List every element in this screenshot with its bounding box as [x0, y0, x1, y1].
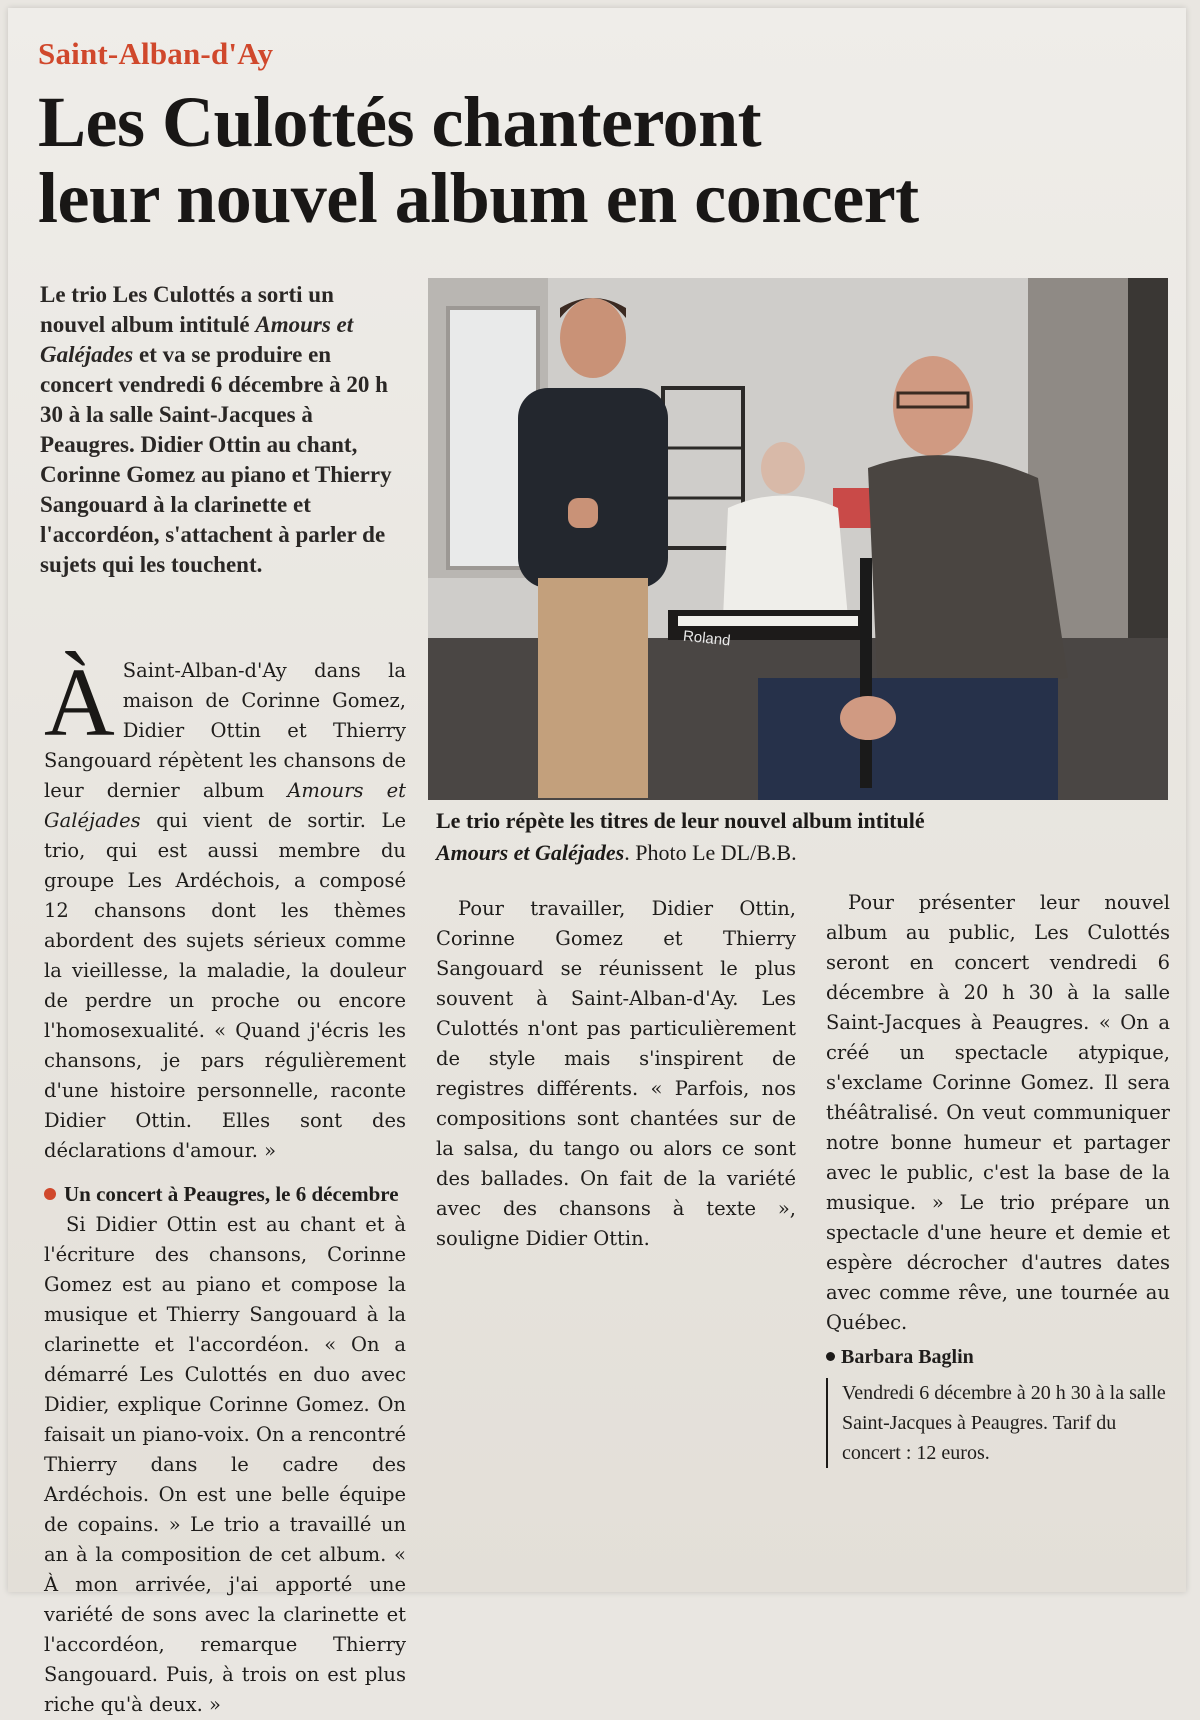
author-name: Barbara Baglin: [841, 1346, 974, 1368]
headline-line-2: leur nouvel album en concert: [38, 158, 919, 238]
body-column-2: [436, 894, 796, 1254]
signature-dot-icon: [826, 1352, 835, 1361]
body-paragraph-3: Pour travailler, Didier Ottin, Corinne Gomez et Thierry Sangouard se réunissent le plus souvent à Saint-Alban-d'Ay. Les Culottés n'ont pas particulièrement de style mais s'inspirent de registres différents. « Parfois, nos compositions sont chantées sur de la salsa, du tango ou alors ce sont des ballades. On fait de la variété avec des chansons à texte », souligne Didier Ottin.: [436, 897, 796, 1250]
caption-text: Le trio répète les titres de leur nouvel album intitulé: [436, 808, 925, 833]
body-album-title: Amours et Galéjades: [44, 779, 406, 832]
lead-album-title: Amours et Galéjades: [40, 312, 354, 367]
caption-album-title: Amours et Galéjades: [436, 840, 625, 865]
drop-cap: À: [44, 649, 115, 757]
body-column-3: [826, 888, 1170, 1468]
caption-credit: . Photo Le DL/B.B.: [624, 840, 797, 865]
body-column-1: [44, 649, 406, 1716]
keyboard-brand-label: Roland: [682, 627, 732, 650]
body-paragraph-2: Si Didier Ottin est au chant et à l'écriture des chansons, Corinne Gomez est au piano et compose la musique et Thierry Sangouard à la clarinette et l'accordéon. « On a démarré Les Culottés en duo avec Didier, explique Corinne Gomez. On faisait un piano-voix. On a rencontré Thierry dans le cadre des Ardéchois. On est une belle équipe de copains. » Le trio a travaillé un an à la composition de cet album. « À mon arrivée, j'ai apporté une variété de sons avec la clarinette et l'accordéon, remarque Thierry Sangouard. Puis, à trois on est plus riche qu'à deux. »: [44, 1213, 406, 1716]
practical-info-box: Vendredi 6 décembre à 20 h 30 à la salle Saint-Jacques à Peaugres. Tarif du concert : 12 euros.: [826, 1378, 1170, 1468]
headline-line-1: Les Culottés chanteront: [38, 82, 762, 162]
body-paragraph-1-text-b: qui vient de sortir. Le trio, qui est aussi membre du groupe Les Ardéchois, a composé 12 chansons dont les thèmes abordent des sujets sérieux comme la vieillesse, la maladie, la douleur de perdre un proche ou encore l'homosexualité. « Quand j'écris les chansons, je pars régulièrement d'une histoire personnelle, raconte Didier Ottin. Elles sont des déclarations d'amour. »: [44, 809, 406, 1162]
author-signature: [826, 1342, 1170, 1372]
bullet-dot-icon: [44, 1188, 56, 1200]
headline: [38, 84, 1158, 236]
section-subheading: [44, 1180, 406, 1208]
subheading-text: Un concert à Peaugres, le 6 décembre: [64, 1182, 399, 1206]
lead-text-1: Le trio Les Culottés a sorti un nouvel album intitulé: [40, 282, 334, 337]
body-paragraph-1-text-a: Saint-Alban-d'Ay dans la maison de Corinne Gomez, Didier Ottin et Thierry Sangouard répètent les chansons de leur dernier album: [44, 659, 406, 802]
lead-text-2: et va se produire en concert vendredi 6 décembre à 20 h 30 à la salle Saint-Jacques à Peaugres. Didier Ottin au chant, Corinne Gomez au piano et Thierry Sangouard à la clarinette et l'accordéon, s'attachent à parler de sujets qui les touchent.: [40, 342, 392, 577]
body-paragraph-1: [44, 649, 406, 1166]
article-photo: [428, 278, 1168, 800]
locality-kicker: Saint-Alban-d'Ay: [38, 36, 274, 71]
photo-caption: [436, 805, 1156, 869]
article-lead: [40, 280, 400, 580]
body-paragraph-4: Pour présenter leur nouvel album au public, Les Culottés seront en concert vendredi 6 décembre à 20 h 30 à la salle Saint-Jacques à Peaugres. « On a créé un spectacle atypique, s'exclame Corinne Gomez. Il sera théâtralisé. On veut communiquer notre bonne humeur et partager avec le public, c'est la base de la musique. » Le trio prépare un spectacle d'une heure et demie et espère décrocher d'autres dates avec comme rêve, une tournée au Québec.: [826, 891, 1170, 1334]
newspaper-clipping: [8, 8, 1186, 1716]
photo-illustration: [428, 278, 1168, 800]
